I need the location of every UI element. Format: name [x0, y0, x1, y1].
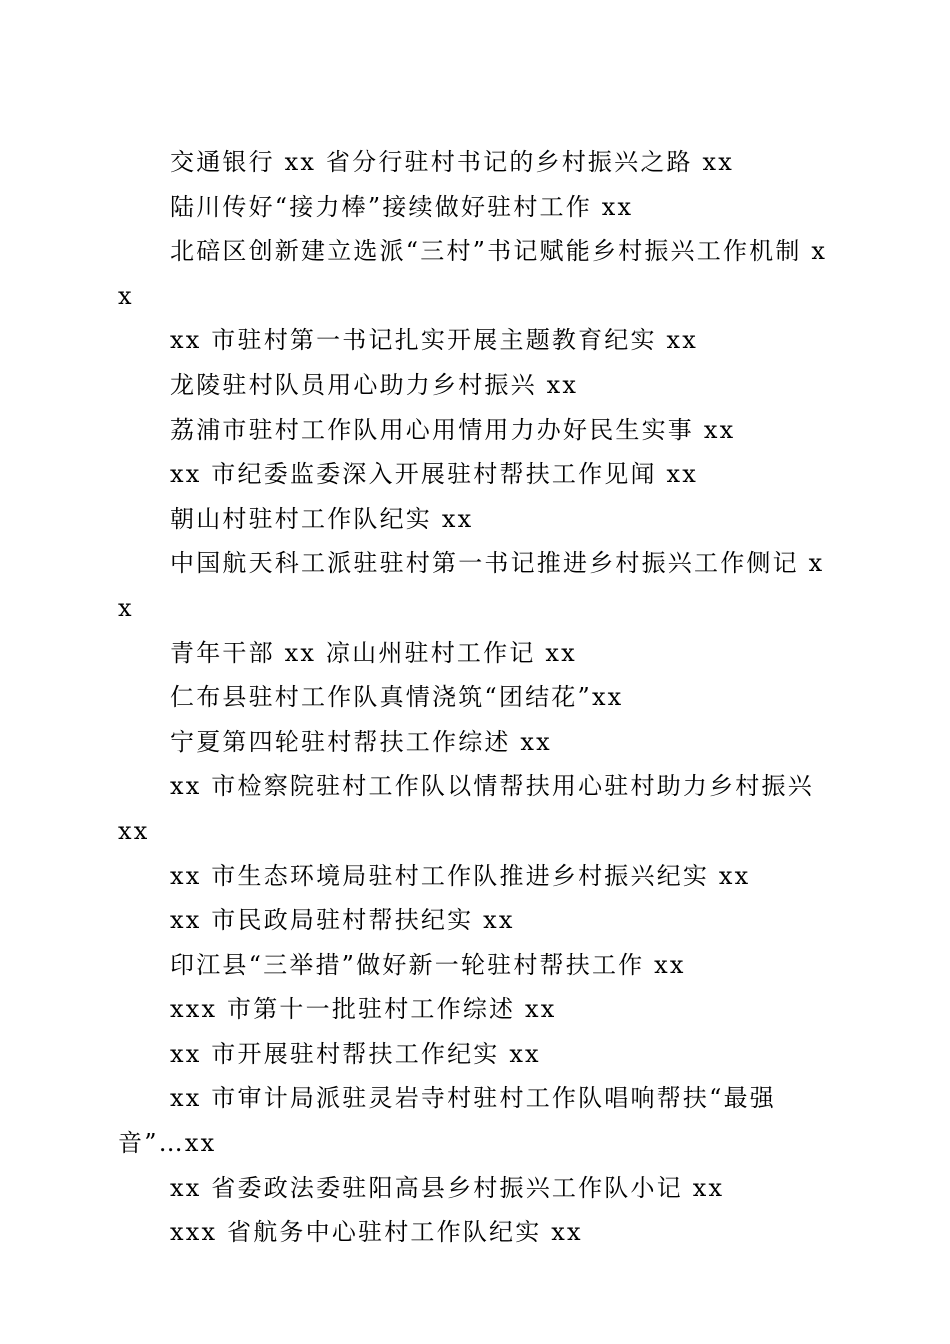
list-item: xx 市审计局派驻灵岩寺村驻村工作队唱响帮扶“最强音”…xx [118, 1084, 776, 1158]
list-item: 宁夏第四轮驻村帮扶工作综述 xx [170, 727, 552, 756]
list-item: 龙陵驻村队员用心助力乡村振兴 xx [170, 370, 579, 399]
list-item: xx 市开展驻村帮扶工作纪实 xx [170, 1039, 541, 1068]
list-item: xx 省委政法委驻阳高县乡村振兴工作队小记 xx [170, 1173, 725, 1202]
list-item: xx 市驻村第一书记扎实开展主题教育纪实 xx [170, 326, 698, 355]
list-item: 朝山村驻村工作队纪实 xx [170, 504, 474, 533]
list-item: 交通银行 xx 省分行驻村书记的乡村振兴之路 xx [170, 148, 735, 176]
list-item: xx 市生态环境局驻村工作队推进乡村振兴纪实 xx [170, 861, 751, 890]
list-item: 北碚区创新建立选派“三村”书记赋能乡村振兴工作机制 xx [118, 237, 828, 310]
list-item: xx 市民政局驻村帮扶纪实 xx [170, 906, 515, 935]
list-item: 荔浦市驻村工作队用心用情用力办好民生实事 xx [170, 415, 736, 444]
list-item: 陆川传好“接力棒”接续做好驻村工作 xx [170, 192, 634, 221]
list-item: xx 市检察院驻村工作队以情帮扶用心驻村助力乡村振兴 xx [118, 772, 814, 845]
list-item: xxx 市第十一批驻村工作综述 xx [170, 995, 557, 1024]
list-item: 印江县“三举措”做好新一轮驻村帮扶工作 xx [170, 950, 686, 979]
list-item: 仁布县驻村工作队真情浇筑“团结花”xx [170, 683, 624, 712]
article-title-list [118, 140, 828, 1255]
list-item: xx 市纪委监委深入开展驻村帮扶工作见闻 xx [170, 460, 698, 489]
list-item: 中国航天科工派驻驻村第一书记推进乡村振兴工作侧记 xx [118, 549, 825, 622]
list-item: xxx 省航务中心驻村工作队纪实 xx [170, 1218, 583, 1247]
list-item: 青年干部 xx 凉山州驻村工作记 xx [170, 638, 577, 667]
